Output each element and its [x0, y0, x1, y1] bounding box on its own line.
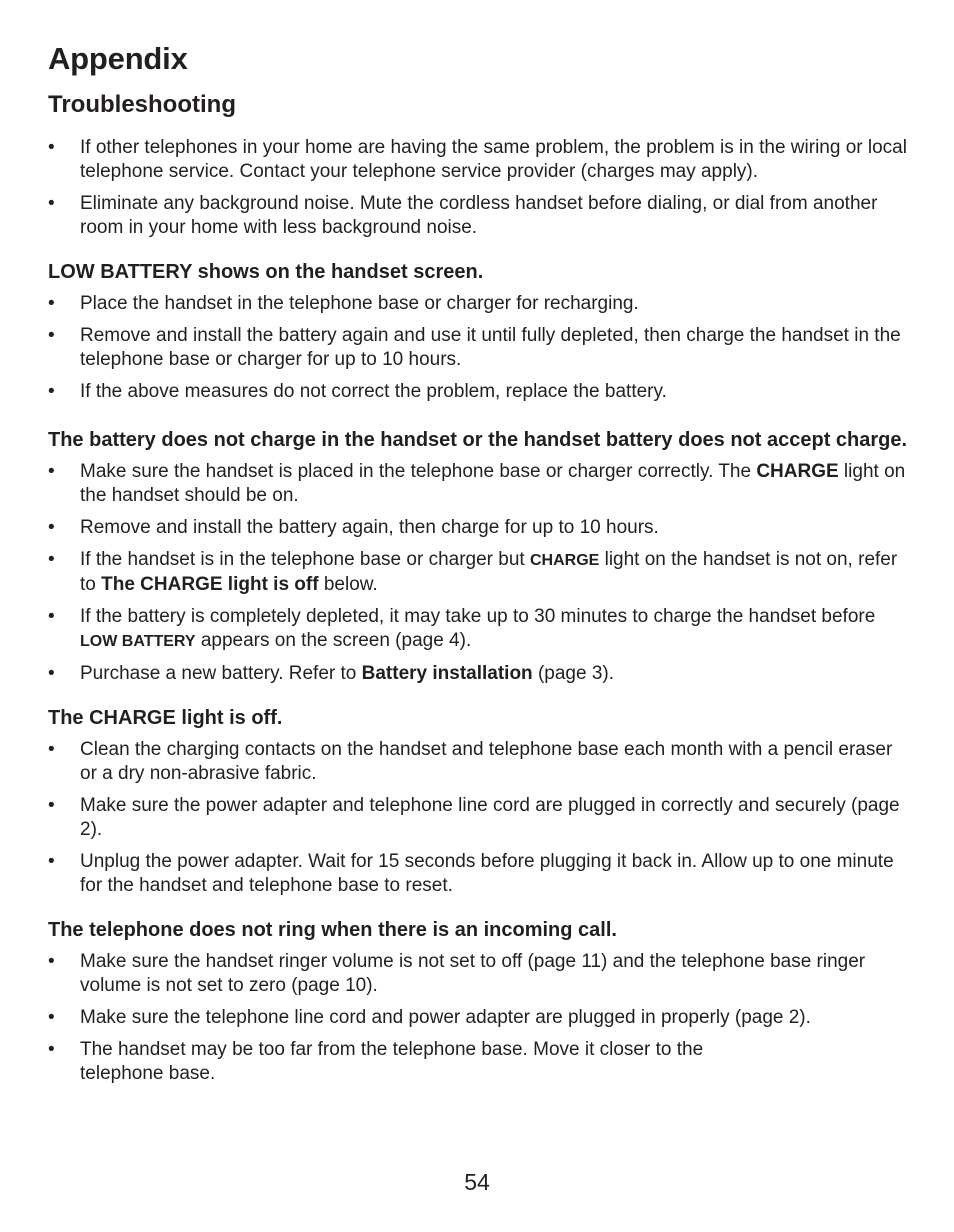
page-title: Appendix	[48, 41, 188, 76]
list-item: • Eliminate any background noise. Mute the cordless handset before dialing, or dial from another room in your home with less background noise.	[48, 192, 908, 240]
no-ring-list	[48, 950, 908, 1086]
list-item: • Place the handset in the telephone base or charger for recharging.	[48, 292, 908, 316]
no-ring-heading: The telephone does not ring when there is an incoming call.	[48, 919, 617, 941]
list-item: • Unplug the power adapter. Wait for 15 seconds before plugging it back in. Allow up to one minute for the handset and telephone base to reset.	[48, 850, 908, 898]
list-item: • Make sure the handset is placed in the telephone base or charger correctly. The CHARGE light on the handset should be on.	[48, 460, 908, 508]
list-item: • Make sure the handset ringer volume is not set to off (page 11) and the telephone base ringer volume is not set to zero (page 10).	[48, 950, 908, 998]
low-battery-list	[48, 292, 908, 404]
list-item: • If the above measures do not correct the problem, replace the battery.	[48, 380, 908, 404]
list-item: • If the battery is completely depleted, it may take up to 30 minutes to charge the handset before LOW BATTERY appears on the screen (page 4).	[48, 605, 908, 654]
list-item: • Remove and install the battery again, then charge for up to 10 hours.	[48, 516, 908, 540]
section-title: Troubleshooting	[48, 91, 236, 118]
intro-bullet-list	[48, 136, 908, 240]
list-item: • Remove and install the battery again and use it until fully depleted, then charge the handset in the telephone base or charger for up to 10 hours.	[48, 324, 908, 372]
charge-off-heading: The CHARGE light is off.	[48, 707, 283, 729]
list-item: • Make sure the telephone line cord and power adapter are plugged in properly (page 2).	[48, 1006, 908, 1030]
list-item: • The handset may be too far from the telephone base. Move it closer to the telephone base.	[48, 1038, 908, 1086]
no-charge-list	[48, 460, 908, 686]
no-charge-heading: The battery does not charge in the handset or the handset battery does not accept charge.	[48, 429, 908, 451]
list-item: • Purchase a new battery. Refer to Battery installation (page 3).	[48, 662, 908, 686]
charge-off-list	[48, 738, 908, 898]
document-page	[48, 38, 908, 1094]
list-item: • Make sure the power adapter and telephone line cord are plugged in correctly and securely (page 2).	[48, 794, 908, 842]
list-item: • Clean the charging contacts on the handset and telephone base each month with a pencil eraser or a dry non-abrasive fabric.	[48, 738, 908, 786]
list-item: • If other telephones in your home are having the same problem, the problem is in the wiring or local telephone service. Contact your telephone service provider (charges may apply).	[48, 136, 908, 184]
page-number: 54	[464, 1169, 490, 1195]
list-item: • If the handset is in the telephone base or charger but CHARGE light on the handset is not on, refer to The CHARGE light is off below.	[48, 548, 908, 597]
low-battery-heading: LOW BATTERY shows on the handset screen.	[48, 261, 484, 283]
